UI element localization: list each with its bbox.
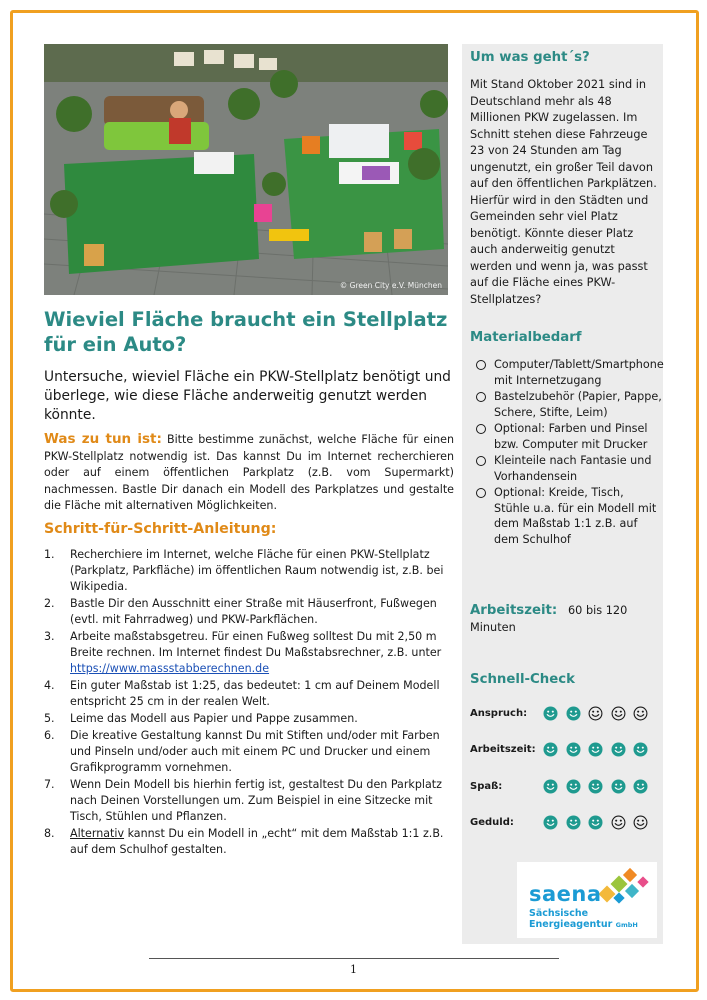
list-item [44,711,450,727]
page-number: 1 [350,963,357,976]
list-item: Kleinteile nach Fantasie und Vorhandensein [476,453,662,484]
smiley-outline-icon [588,706,603,721]
check-label: Arbeitszeit: [470,744,536,755]
smiley-outline-icon [611,815,626,830]
rating-faces [543,815,656,834]
photo-credit: © Green City e.V. München [339,281,442,290]
step-number: 7. [44,778,55,791]
logo-name: saena [529,882,602,906]
list-item [44,678,450,710]
smiley-filled-icon [543,815,558,830]
check-row-anspruch [470,706,660,724]
step-emphasis: Alternativ [70,827,125,840]
work-time-label: Arbeitszeit: [470,603,558,618]
smiley-filled-icon [588,779,603,794]
smiley-outline-icon [611,706,626,721]
list-item [44,728,450,776]
step-text: Arbeite maßstabsgetreu. Für einen Fußweg solltest Du mit 2,50 m Breite rechnen. Im Internet findest Du Maßstabsrechner, z.B. unter [70,630,442,659]
list-item [44,629,450,677]
rating-faces [543,706,656,725]
smiley-filled-icon [611,742,626,757]
step-text: Leime das Modell aus Papier und Pappe zusammen. [70,712,358,725]
smiley-filled-icon [543,706,558,721]
list-item [44,596,450,628]
task-text: Bitte bestimme zunächst, welche Fläche für einen PKW-Stellplatz notwendig ist. Das kannst Du im Internet recherchieren oder auf einem öffentlichen Parkplatz (z.B. vom Supermarkt) nachmessen. Bastle Dir danach ein Modell des Parkplatzes und gestalte die Fläche mit alternativen Möglichkeiten. [44,433,454,513]
work-time [470,602,660,636]
step-number: 4. [44,679,55,692]
about-text: Mit Stand Oktober 2021 sind in Deutschland mehr als 48 Millionen PKW zugelassen. Im Schnitt stehen diese Fahrzeuge 23 von 24 Stunden am Tag ungenutzt, ein großer Teil davon auf den öffentlichen Parkplätzen. Hierfür wird in den Städten und Gemeinden sehr viel Platz benötigt. Könnte dieser Platz auch anderweitig genutzt werden und wenn ja, was passt auf die Fläche eines PKW-Stellplatzes? [470,78,657,306]
rating-faces [543,779,656,798]
step-text: Wenn Dein Modell bis hierhin fertig ist, gestaltest Du den Parkplatz nach Deinen Vorstellungen um. Zum Beispiel in eine Sitzecke mit Tisch, Stühlen und Pflanzen. [70,778,442,823]
list-item: Bastelzubehör (Papier, Pappe, Schere, Stifte, Leim) [476,389,662,420]
material-list [476,357,662,548]
smiley-filled-icon [566,742,581,757]
step-text: Die kreative Gestaltung kannst Du mit Stiften und/oder mit Farben und Pinseln und/oder auch mit einem PC und Drucker und einem Grafikprogramm vornehmen. [70,729,440,774]
logo-line1: Sächsische [529,908,589,919]
step-text: Recherchiere im Internet, welche Fläche für einen PKW-Stellplatz (Parkplatz, Parkfläche) im öffentlichen Raum notwendig ist, z.B. bei Wikipedia. [70,548,444,593]
list-item: Optional: Farben und Pinsel bzw. Computer mit Drucker [476,421,662,452]
smiley-filled-icon [633,742,648,757]
check-row-geduld [470,815,660,833]
saena-logo [517,862,657,938]
page-title: Wieviel Fläche braucht ein Stellplatz für ein Auto? [44,308,448,356]
smiley-filled-icon [611,779,626,794]
logo-squares-icon [593,866,653,906]
smiley-filled-icon [566,779,581,794]
check-label: Anspruch: [470,708,528,719]
work-time-value: 60 bis 120 Minuten [470,604,628,634]
list-item: Optional: Kreide, Tisch, Stühle u.a. für ein Modell mit dem Maßstab 1:1 z.B. auf dem Schulhof [476,485,662,547]
smiley-filled-icon [588,815,603,830]
smiley-filled-icon [588,742,603,757]
material-heading: Materialbedarf [470,330,582,345]
check-label: Geduld: [470,817,514,828]
task-paragraph [44,431,454,515]
step-number: 3. [44,630,55,643]
step-number: 5. [44,712,55,725]
quick-check-heading: Schnell-Check [470,672,576,687]
steps-list [44,547,450,859]
step-text: Ein guter Maßstab ist 1:25, das bedeutet: 1 cm auf Deinem Modell entspricht 25 cm in der realen Welt. [70,679,440,708]
list-item [44,826,450,858]
list-item [44,777,450,825]
list-item: Computer/Tablett/Smartphone mit Internetzugang [476,357,662,388]
intro-text: Untersuche, wieviel Fläche ein PKW-Stellplatz benötigt und überlege, wie diese Fläche anderweitig genutzt werden könnte. [44,369,451,423]
smiley-filled-icon [543,779,558,794]
step-number: 6. [44,729,55,742]
list-item [44,547,450,595]
scale-calculator-link[interactable]: https://www.massstabberechnen.de [70,662,270,675]
check-label: Spaß: [470,781,503,792]
about-heading: Um was geht´s? [470,50,590,65]
step-number: 8. [44,827,55,840]
logo-line2-wrap [529,919,638,931]
steps-heading: Schritt-für-Schritt-Anleitung: [44,521,277,537]
smiley-filled-icon [566,706,581,721]
rating-faces [543,742,656,761]
smiley-outline-icon [633,706,648,721]
check-row-spass [470,779,660,797]
step-text: Bastle Dir den Ausschnitt einer Straße mit Häuserfront, Fußwegen (evtl. mit Fahrradweg) und PKW-Parkflächen. [70,597,437,626]
step-number: 1. [44,548,55,561]
smiley-outline-icon [633,815,648,830]
smiley-filled-icon [633,779,648,794]
step-text: kannst Du ein Modell in „echt“ mit dem Maßstab 1:1 z.B. auf dem Schulhof gestalten. [70,827,444,856]
smiley-filled-icon [543,742,558,757]
parklet-photo [44,44,448,295]
check-row-arbeitszeit [470,742,660,760]
step-number: 2. [44,597,55,610]
smiley-filled-icon [566,815,581,830]
task-heading: Was zu tun ist: [44,431,162,447]
logo-line2: Energieagentur [529,919,613,930]
logo-suffix: GmbH [615,921,638,929]
footer-divider [149,958,559,959]
